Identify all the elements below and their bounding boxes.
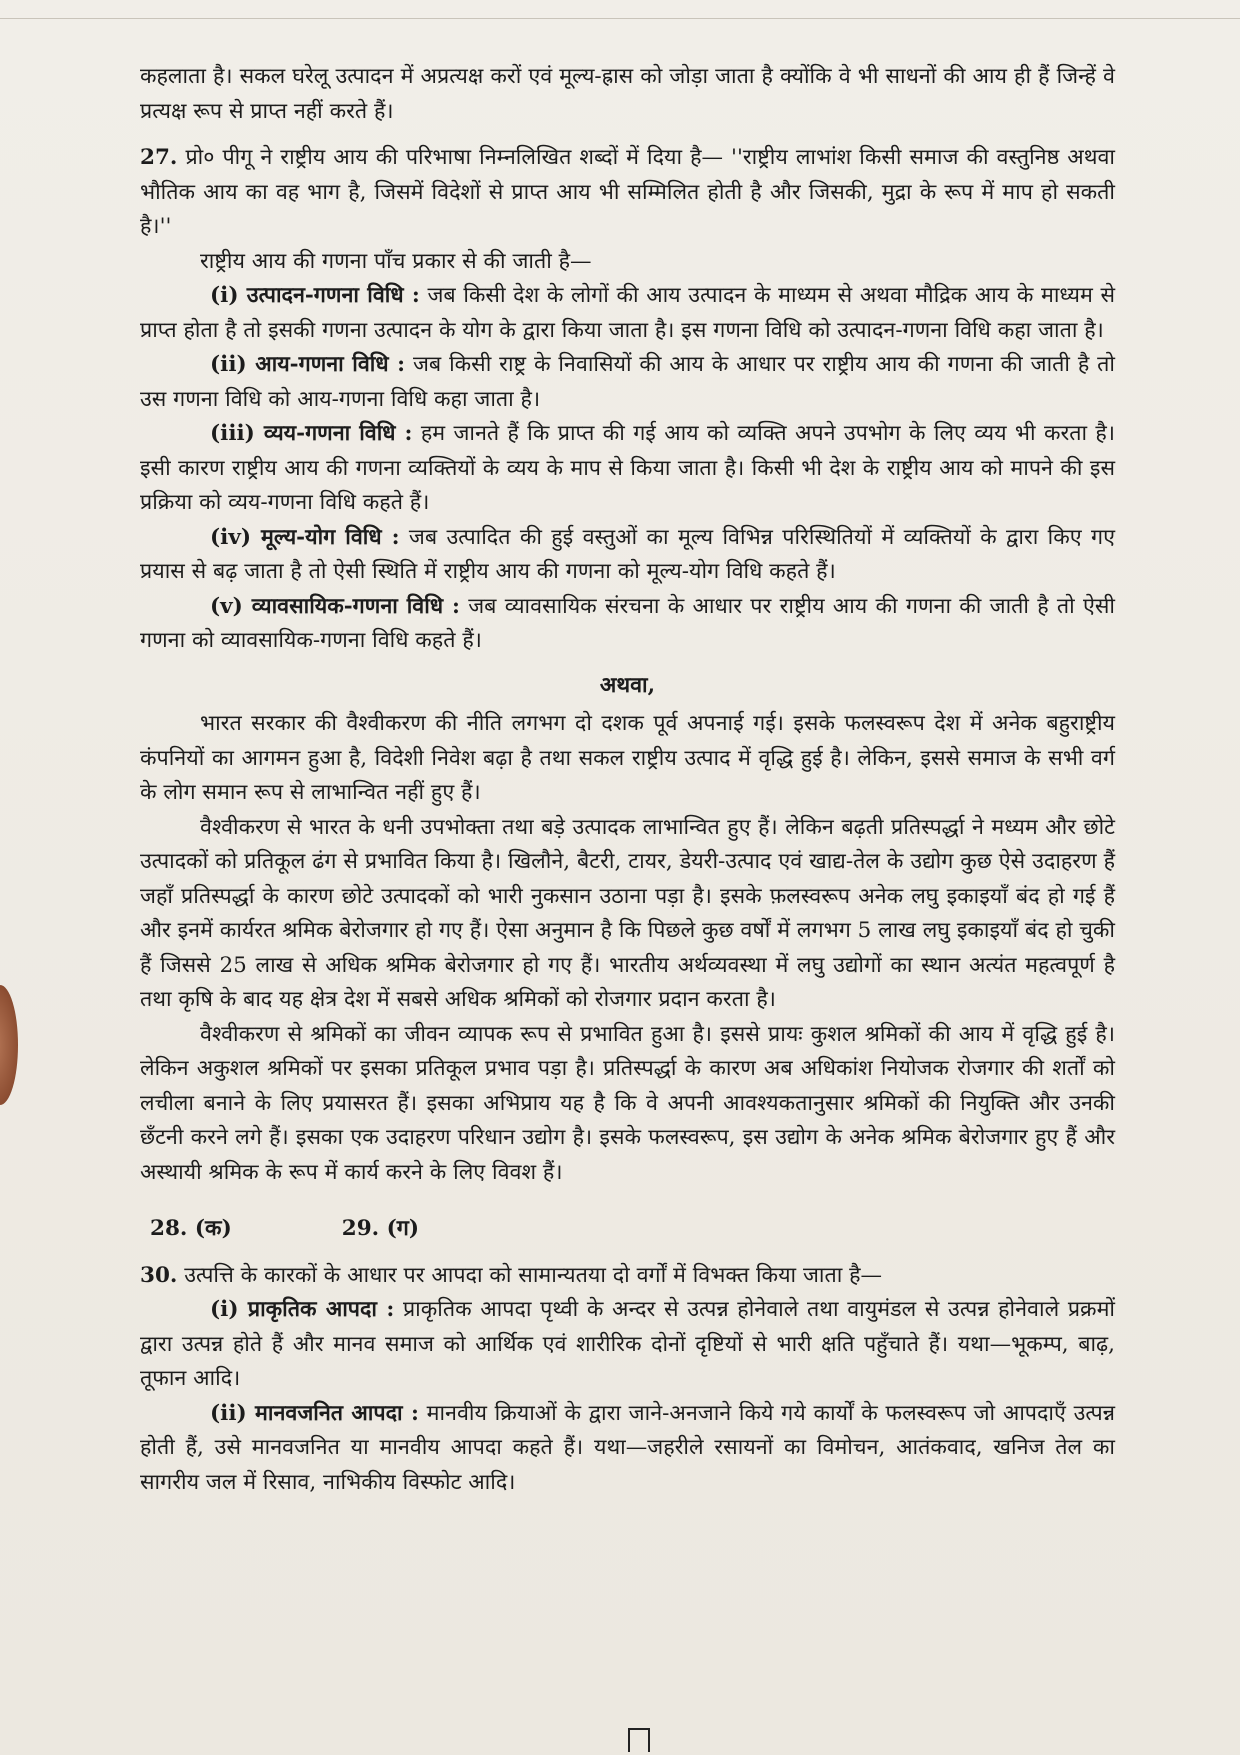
method-text: जब व्यावसायिक संरचना के आधार पर राष्ट्रीय आय की गणना की जाती है तो ऐसी गणना को व्यावसायिक-गणना विधि कहते हैं। xyxy=(140,593,1115,653)
short-answers xyxy=(150,1212,1115,1247)
disaster-text: प्राकृतिक आपदा पृथ्वी के अन्दर से उत्पन्न होनेवाले तथा वायुमंडल से उत्पन्न होनेवाले प्रक्रमों द्वारा उत्पन्न होते हैं और मानव समाज को आर्थिक एवं शारीरिक दोनों दृष्टियों से भारी क्षति पहुँचाते हैं। यथा—भूकम्प, बाढ़, तूफान आदि। xyxy=(140,1297,1115,1391)
answer-29: 29. (ग) xyxy=(341,1216,420,1241)
disaster-heading: (ii) मानवजनित आपदा : xyxy=(210,1400,419,1426)
globalization-paragraph-2: वैश्वीकरण से भारत के धनी उपभोक्ता तथा बड़े उत्पादक लाभान्वित हुए हैं। लेकिन बढ़ती प्रतिस्पर्द्धा ने मध्यम और छोटे उत्पादकों को प्रतिकूल ढंग से प्रभावित किया है। खिलौने, बैटरी, टायर, डेयरी-उत्पाद एवं खाद्य-तेल के उद्योग कुछ ऐसे उदाहरण हैं जहाँ प्रतिस्पर्द्धा के कारण छोटे उत्पादकों को भारी नुकसान उठाना पड़ा है। इसके फ़लस्वरूप अनेक लघु इकाइयाँ बंद हो गई हैं और इनमें कार्यरत श्रमिक बेरोजगार हो गए हैं। ऐसा अनुमान है कि पिछले कुछ वर्षों में लगभग 5 लाख लघु इकाइयाँ बंद हो चुकी हैं जिससे 25 लाख से अधिक श्रमिक बेरोजगार हो गए हैं। भारतीय अर्थव्यवस्था में लघु उद्योगों का स्थान अत्यंत महत्वपूर्ण है तथा कृषि के बाद यह क्षेत्र देश में सबसे अधिक श्रमिकों को रोजगार प्रदान करता है। xyxy=(140,814,1115,1012)
method-5 xyxy=(140,590,1115,659)
question-text: प्रो० पीगू ने राष्ट्रीय आय की परिभाषा निम्नलिखित शब्दों में दिया है— ''राष्ट्रीय लाभांश किसी समाज की वस्तुनिष्ठ अथवा भौतिक आय का वह भाग है, जिसमें विदेशों से प्राप्त आय भी सम्मिलित होती है और जिसकी, मुद्रा के रूप में माप हो सकती है।'' xyxy=(140,145,1115,239)
method-heading: (i) उत्पादन-गणना विधि : xyxy=(210,283,420,308)
page-content xyxy=(140,60,1115,1500)
method-text: जब किसी राष्ट्र के निवासियों की आय के आधार पर राष्ट्रीय आय की गणना की जाती है तो उस गणना विधि को आय-गणना विधि कहा जाता है। xyxy=(140,352,1115,412)
globalization-paragraph-1: भारत सरकार की वैश्वीकरण की नीति लगभग दो दशक पूर्व अपनाई गई। इसके फलस्वरूप देश में अनेक बहुराष्ट्रीय कंपनियों का आगमन हुआ है, विदेशी निवेश बढ़ा है तथा सकल राष्ट्रीय उत्पाद में वृद्धि हुई है। लेकिन, इससे समाज के सभी वर्ग के लोग समान रूप से लाभान्वित नहीं हुए हैं। xyxy=(140,711,1115,805)
question-30 xyxy=(140,1259,1115,1294)
disaster-type-1 xyxy=(140,1293,1115,1397)
binding-hole-shadow xyxy=(0,985,18,1105)
methods-intro: राष्ट्रीय आय की गणना पाँच प्रकार से की जाती है— xyxy=(200,248,592,274)
method-text: जब किसी देश के लोगों की आय उत्पादन के माध्यम से अथवा मौद्रिक आय के माध्यम से प्राप्त होता है तो इसकी गणना उत्पादन के योग के द्वारा किया जाता है। इस गणना विधि को उत्पादन-गणना विधि कहा जाता है। xyxy=(140,283,1115,343)
disaster-type-2 xyxy=(140,1397,1115,1501)
disaster-text: मानवीय क्रियाओं के द्वारा जाने-अनजाने किये गये कार्यों के फलस्वरूप जो आपदाएँ उत्पन्न होती हैं, उसे मानवजनित या मानवीय आपदा कहते हैं। यथा—जहरीले रसायनों का विमोचन, आतंकवाद, खनिज तेल का सागरीय जल में रिसाव, नाभिकीय विस्फोट आदि। xyxy=(140,1400,1116,1495)
globalization-paragraph-3: वैश्वीकरण से श्रमिकों का जीवन व्यापक रूप से प्रभावित हुआ है। इससे प्रायः कुशल श्रमिकों की आय में वृद्धि हुई है। लेकिन अकुशल श्रमिकों पर इसका प्रतिकूल प्रभाव पड़ा है। प्रतिस्पर्द्धा के कारण अब अधिकांश नियोजक रोजगार की शर्तों को लचीला बनाने के लिए प्रयासरत हैं। इसका अभिप्राय यह है कि वे अपनी आवश्यकतानुसार श्रमिकों की नियुक्ति और उनकी छँटनी करने लगे हैं। इसका एक उदाहरण परिधान उद्योग है। इसके फलस्वरूप, इस उद्योग के अनेक श्रमिक बेरोजगार हुए हैं और अस्थायी श्रमिक के रूप में कार्य करने के लिए विवश हैं। xyxy=(140,1021,1115,1185)
paragraph-continuation: कहलाता है। सकल घरेलू उत्पादन में अप्रत्यक्ष करों एवं मूल्य-ह्रास को जोड़ा जाता है क्योंकि वे भी साधनों की आय ही हैं जिन्हें वे प्रत्यक्ष रूप से प्राप्त नहीं करते हैं। xyxy=(140,64,1115,124)
method-heading: (v) व्यावसायिक-गणना विधि : xyxy=(210,593,460,619)
page-header-strip xyxy=(0,0,1240,19)
method-text: हम जानते हैं कि प्राप्त की गई आय को व्यक्ति अपने उपभोग के लिए व्यय भी करता है। इसी कारण राष्ट्रीय आय की गणना व्यक्तियों के व्यय के माप से किया जाता है। किसी भी देश के राष्ट्रीय आय को मापने की इस प्रक्रिया को व्यय-गणना विधि कहते हैं। xyxy=(140,421,1115,515)
question-number: 30. xyxy=(140,1262,178,1288)
athva-heading: अथवा, xyxy=(599,672,656,698)
page-end-mark xyxy=(628,1728,650,1752)
method-1 xyxy=(140,279,1115,348)
method-heading: (iv) मूल्य-योग विधि : xyxy=(210,524,400,550)
question-text: उत्पत्ति के कारकों के आधार पर आपदा को सामान्यतया दो वर्गों में विभक्त किया जाता है— xyxy=(184,1262,883,1288)
question-27 xyxy=(140,141,1115,245)
question-number: 27. xyxy=(140,145,178,170)
disaster-heading: (i) प्राकृतिक आपदा : xyxy=(210,1297,395,1322)
method-4 xyxy=(140,521,1115,590)
method-2 xyxy=(140,348,1115,417)
method-3 xyxy=(140,417,1115,521)
method-heading: (ii) आय-गणना विधि : xyxy=(210,352,406,377)
answer-28: 28. (क) xyxy=(150,1216,232,1241)
method-heading: (iii) व्यय-गणना विधि : xyxy=(210,421,413,446)
method-text: जब उत्पादित की हुई वस्तुओं का मूल्य विभिन्न परिस्थितियों में व्यक्तियों के द्वारा किए गए प्रयास से बढ़ जाता है तो ऐसी स्थिति में राष्ट्रीय आय की गणना को मूल्य-योग विधि कहते हैं। xyxy=(140,524,1115,584)
